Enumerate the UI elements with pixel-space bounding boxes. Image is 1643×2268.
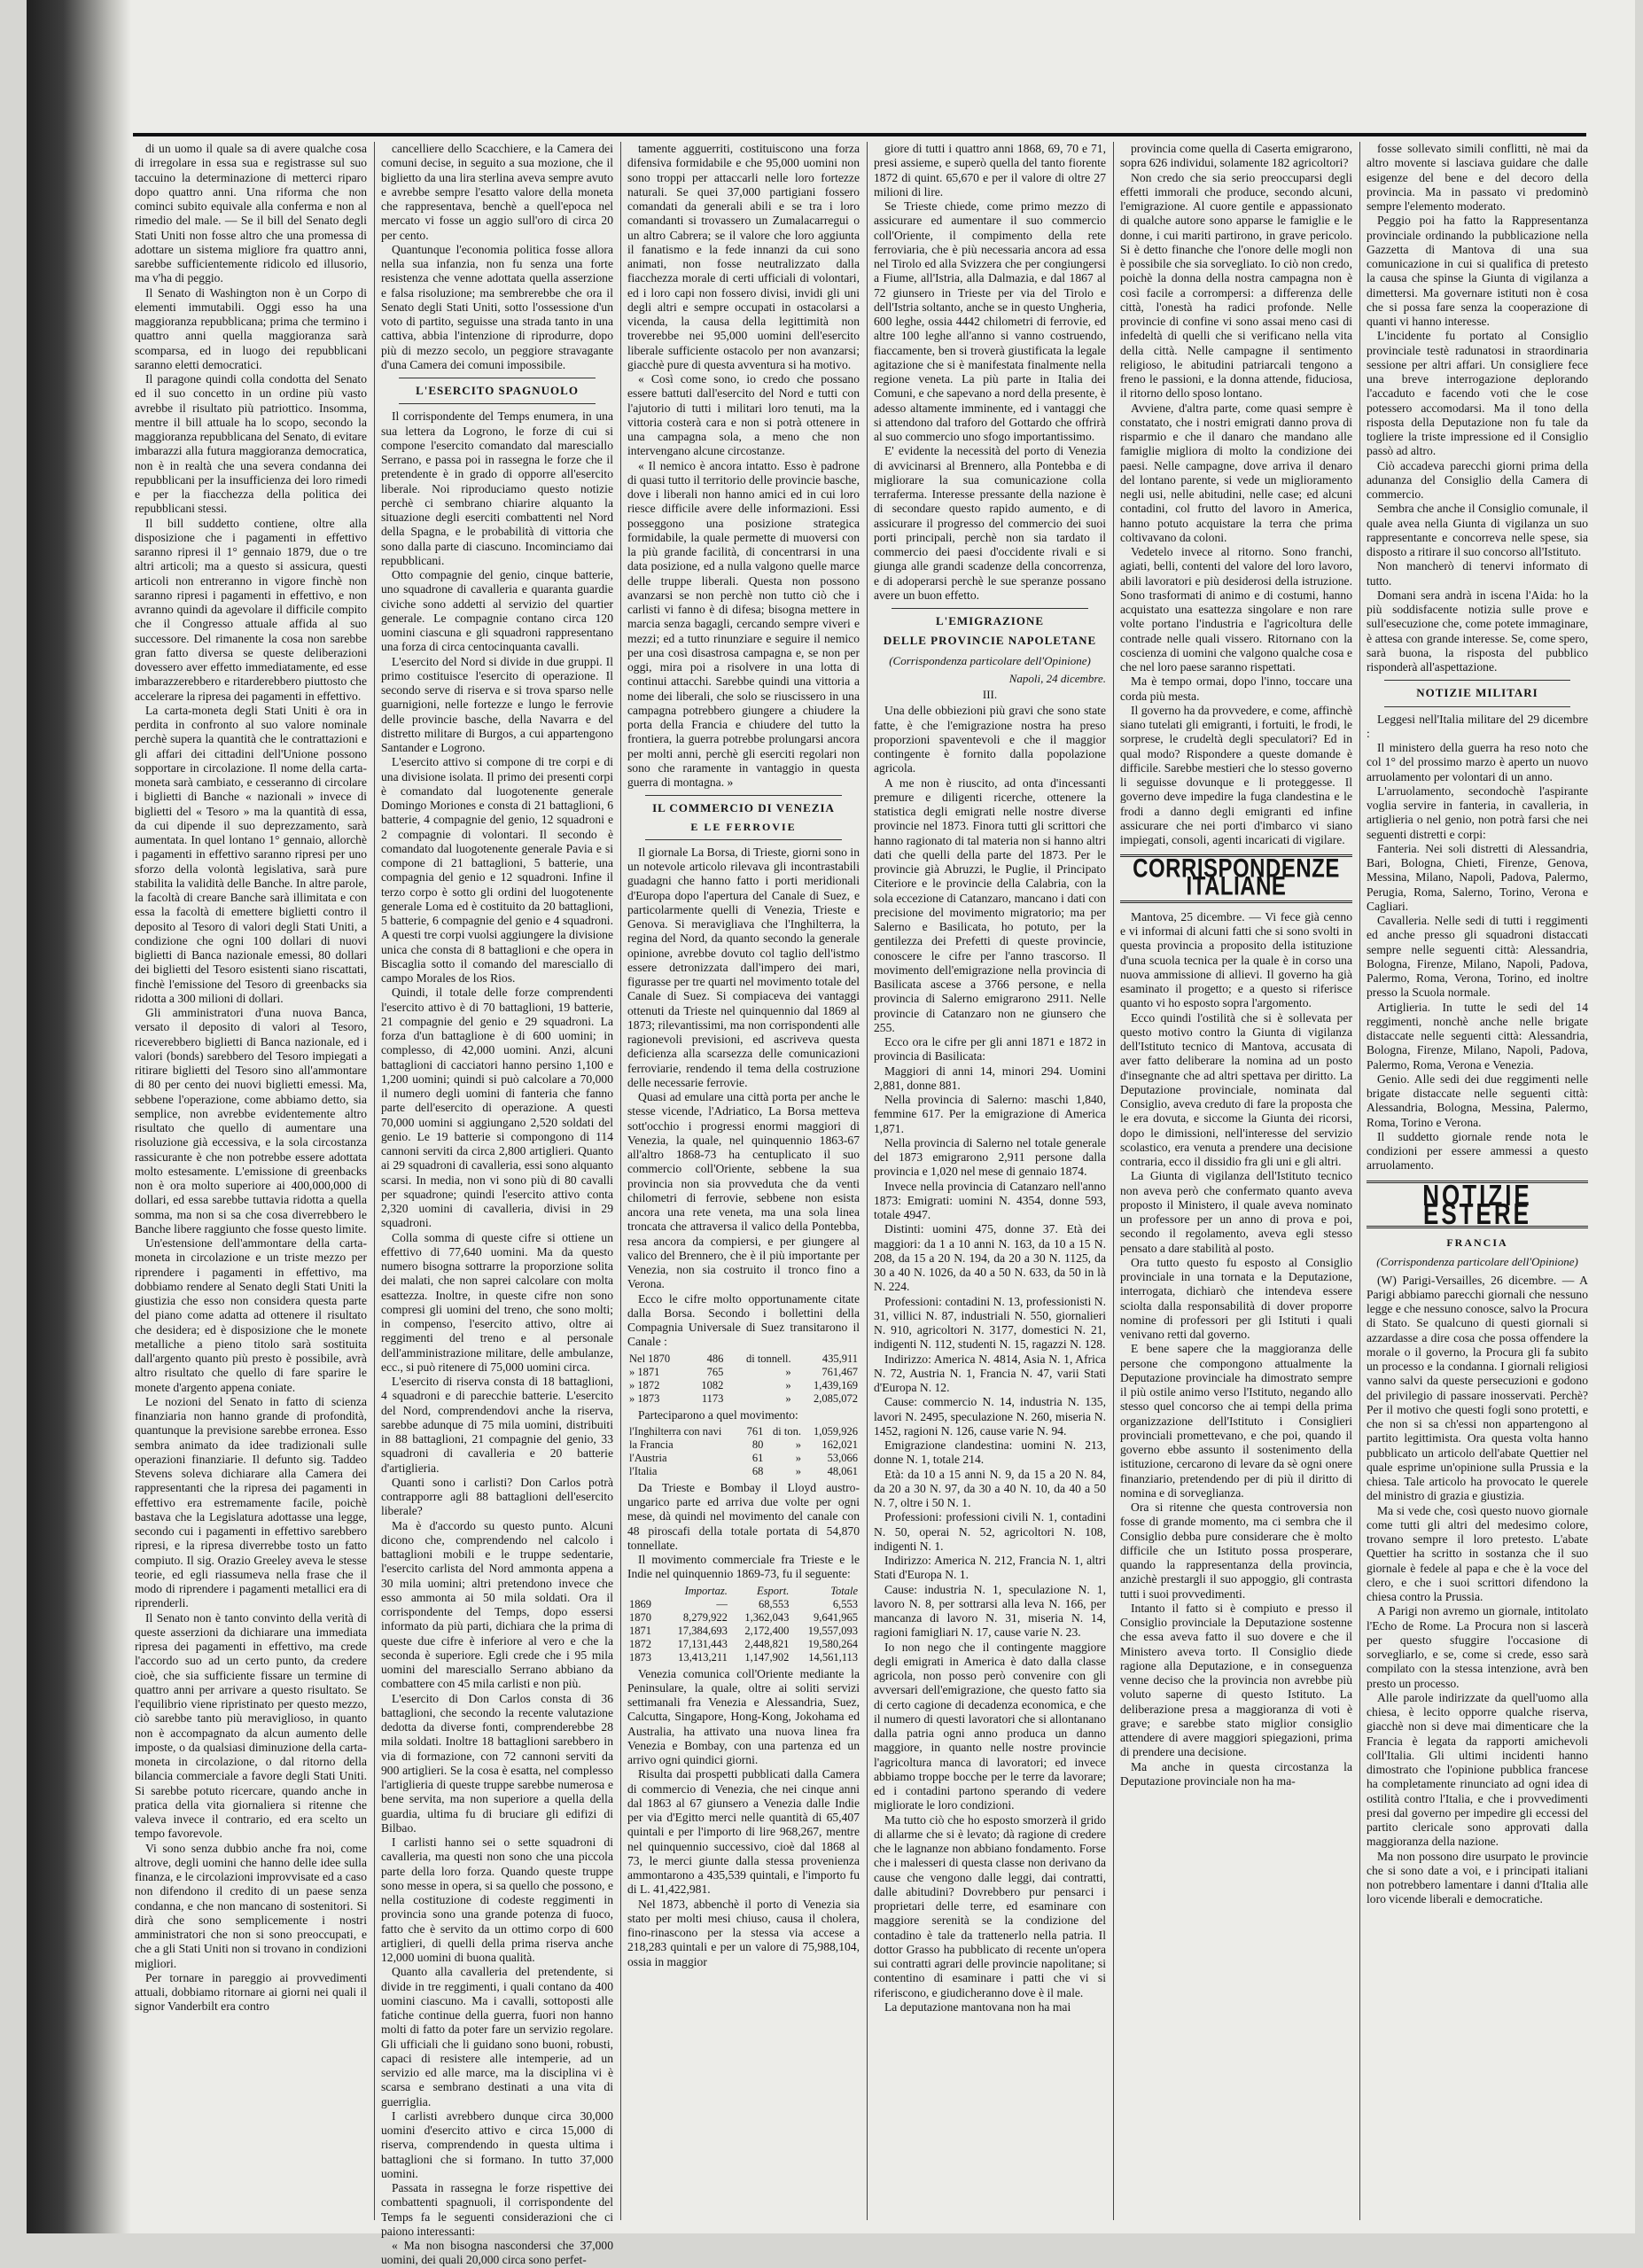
table-cell: 17,131,443 xyxy=(677,1637,728,1650)
paragraph: Il governo ha da provvedere, e come, affinchè siano tutelati gli emigranti, i fortuiti, le frodi, le sorprese, le crudeltà degli speculatori? Ed in qual modo? Rispondere a queste domande è difficile. Sarebbe mestieri che lo stesso governo li seguisse dovunque e li proteggesse. Il governo deve impedire la fuga clandestina e le frodi a danno degli emigranti ed infine assicurare che nei porti d'imbarco vi siano impiegati, consoli, agenti incaricati di vigilare. xyxy=(1120,703,1352,846)
paragraph: A Parigi non avremo un giornale, intitolato l'Echo de Rome. La Procura non si lascerà per questo sfuggire l'occasione di sorvegliarlo, e se, come si crede, esso sarà compilato con la stessa intenzione, avrà ben presto un processo. xyxy=(1367,1604,1588,1690)
table-cell: 19,580,264 xyxy=(807,1637,858,1650)
table-cell: 53,066 xyxy=(827,1451,858,1464)
paragraph: Nella provincia di Salerno nel totale generale del 1873 emigrarono 2,911 persone dalla provincia e 1,020 nel mese di gennaio 1874. xyxy=(874,1135,1106,1179)
table-cell: Nel 1870 xyxy=(629,1352,671,1365)
table-cell: 2,448,821 xyxy=(744,1637,790,1650)
paragraph: Avviene, d'altra parte, come quasi sempre è constatato, che i nostri emigrati danno prova di risparmio e che il danaro che mandano alle famiglie migliora di molto la condizione dei paesi. Nelle campagne, dove arriva il denaro del lontano parente, si vede un miglioramento negli usi, nelle abitudini, nelle case; ed alcuni contadini, col frutto del lavoro in America, hanno potuto acquistare la terra che prima coltivavano da coloni. xyxy=(1120,401,1352,544)
table-header-cell: Importaz. xyxy=(684,1584,728,1597)
paragraph: Ma non possono dire usurpato le provincie che si sono date a voi, e i principati italiani non potrebbero lamentare i danni d'Italia alle loro vicende liberali e democratiche. xyxy=(1367,1849,1588,1906)
paragraph: Quasi ad emulare una città porta per anche le stesse vicende, l'Adriatico, La Borsa metteva sott'occhio i progressi enormi maggiori di Venezia, la quale, nel quinquennio 1863-67 all'altro 1868-73 ha centuplicato il suo commercio coll'Oriente, sebbene la sua provincia non sia provveduta che da venti chilometri di ferrovie, sebbene non esista ancora una rete veneta, ma una sola linea troncata che attraversa il valico della Pontebba, resa ancora da compiersi, e per giungere al valico del Brennero, che è il più importante per Venezia, non sia costruito il tronco fino a Verona. xyxy=(627,1090,860,1291)
paragraph: Professioni: contadini N. 13, professionisti N. 31, villici N. 87, industriali N. 550, giornalieri N. 910, agricoltori N. 3177, domestici N. 21, indigenti N. 112, studenti N. 15, ragazzi N. 128. xyxy=(874,1294,1106,1352)
dateline: Napoli, 24 dicembre. xyxy=(1008,671,1106,685)
paragraph: Le nozioni del Senato in fatto di scienza finanziaria non hanno grande di profondità, quantunque la previsione sarebbe erronea. Esso sembra animato da idee tradizionali sulle operazioni finanziarie. Il defunto sig. Taddeo Stevens soleva dichiarare alla Camera dei rappresentanti che la ripresa dei pagamenti in effettivo era estremamente facile, poichè bastava che la Legislatura adottasse una legge, secondo cui i pagamenti in effettivo sarebbero ripresi, e la ripresa diverrebbe tosto un fatto compiuto. Il sig. Orazio Greeley aveva le stesse teorie, ed egli riassumeva nella frase che il modo di riprendere i pagamenti metallici era di riprenderli. xyxy=(135,1394,367,1610)
table-cell: la Francia xyxy=(629,1438,674,1451)
table-cell: » xyxy=(785,1378,791,1391)
column-3 xyxy=(627,142,860,2220)
table-cell: 6,553 xyxy=(832,1597,858,1610)
paragraph: Indirizzo: America N. 212, Francia N. 1, altri Stati d'Europa N. 1. xyxy=(874,1554,1106,1582)
table-header-cell xyxy=(627,1585,660,1598)
paragraph: Distinti: uomini 475, donne 37. Età dei maggiori: da 1 a 10 anni N. 163, da 10 a 15 N. 208, da 15 a 20 N. 194, da 20 a 30 N. 1125, da 30 a 40 N. 1026, da 40 a 50 N. 633, da 50 in là N. 224. xyxy=(874,1222,1106,1294)
paragraph: Fanteria. Nei soli distretti di Alessandria, Bari, Bologna, Chieti, Firenze, Genova, Messina, Milano, Napoli, Padova, Palermo, Perugia, Roma, Salerno, Torino, Verona e Cagliari. xyxy=(1367,841,1588,913)
table-cell: l'Austria xyxy=(629,1451,667,1464)
column-6 xyxy=(1367,142,1588,2220)
paragraph: Cause: industria N. 1, speculazione N. 1, lavoro N. 8, per sottrarsi alla leva N. 166, per mancanza di lavoro N. 31, miseria N. 14, ragioni famigliari N. 17, cause varie N. 23. xyxy=(874,1582,1106,1640)
table-row xyxy=(627,1651,860,1664)
table-cell: » xyxy=(785,1365,791,1378)
paragraph: Domani sera andrà in iscena l'Aida: ho la più soddisfacente notizia sulle prove e sull'esecuzione che, come potete immaginare, è attesa con grande interesse. Se, come spero, sarà buona, la risposta del pubblico risponderà all'aspettazione. xyxy=(1367,588,1588,674)
paragraph: Il Senato non è tanto convinto della verità di queste asserzioni da dichiarare una immediata ripresa dei pagamenti in effettivo, ma crede l'accordo suo ad un certo punto, da credere cioè, che sia sufficiente fissare un termine di quattro anni per arrivare a questo risultato. Se l'equilibrio viene ripristinato per questo mezzo, ciò sarebbe tanto più meraviglioso, in quanto non è accompagnato da alcun aumento delle imposte, o da qualsiasi diminuzione della carta-moneta in circolazione, o dal ritorno della bilancia commerciale a favore degli Stati Uniti. Si sarebbe potuto ricercare, quando anche in pratica della vita giornaliera si ritenne che valeva invece il contrario, ed era scelto un tempo favorevole. xyxy=(135,1610,367,1841)
table-cell: 9,641,965 xyxy=(814,1610,858,1624)
paragraph: Da Trieste e Bombay il Lloyd austro-ungarico parte ed arriva due volte per ogni mese, dà quindi nel movimento del canale con 48 piroscafi della totale portata di 54,870 tonnellate. xyxy=(627,1480,860,1552)
paragraph: Il movimento commerciale fra Trieste e le Indie nel quinquennio 1869-73, fu il seguente: xyxy=(627,1553,860,1581)
section-subheading: E LE FERROVIE xyxy=(690,820,797,833)
table-cell: 68 xyxy=(751,1464,764,1477)
paragraph: Otto compagnie del genio, cinque batterie, uno squadrone di cavalleria e quaranta guardie civiche sono addetti al servizio del quartier generale. Le compagnie contano circa 120 uomini ciascuna e gli squadroni rappresentano una forza di circa centocinquanta cavalli. xyxy=(381,568,613,654)
table-cell: » 1872 xyxy=(629,1378,660,1391)
paragraph: Quindi, il totale delle forze comprendenti l'esercito attivo è di 70 battaglioni, 19 batterie, 21 compagnie del genio e 29 squadroni. La forza d'un battaglione è di 600 uomini; in complesso, di 42,000 uomini. Anzi, alcuni battaglioni di cacciatori hanno persino 1,100 e 1,200 uomini; quindi si può calcolare a 70,000 il numero degli uomini di fanteria che fanno parte dell'esercito di operazione. A questi 70,000 uomini si aggiungano 2,520 soldati del genio. Le 19 batterie si compongono di 114 cannoni serviti da circa 2,800 artiglieri. Quanto ai 29 squadroni di cavalleria, essi sono alquanto scarsi. In media, non vi sono più di 80 cavalli per squadrone; quindi l'esercito attivo conta 2,320 uomini di cavalleria, divisi in 29 squadroni. xyxy=(381,986,613,1230)
text-columns xyxy=(135,142,1588,2267)
table-cell: di tonnell. xyxy=(745,1352,791,1365)
table-cell: 1,147,902 xyxy=(744,1650,790,1664)
paragraph: « Ma non bisogna nascondersi che 37,000 uomini, dei quali 20,000 circa sono perfet- xyxy=(381,2239,613,2267)
table-cell: 761,467 xyxy=(822,1365,858,1378)
section-heading: IL COMMERCIO DI VENEZIA xyxy=(652,801,835,815)
table-cell: 1,362,043 xyxy=(744,1610,790,1624)
part-number: III. xyxy=(982,688,998,701)
paragraph: Un'estensione dell'ammontare della carta-moneta in circolazione e un triste mezzo per riprendere i pagamenti in effettivo, ma dobbiamo rendere al Senato degli Stati Uniti la giustizia che esso non considera questa parte del piano come adatta ad ottenere il risultato che desidera; ed è disposizione che le monete metalliche a pieno titolo sarà sostituita dall'argento quanto più presto è possibile, avrà altro risultato che quello di fare sparire le monete d'argento appena coniate. xyxy=(135,1236,367,1394)
table-cell: » xyxy=(785,1391,791,1405)
paragraph: Ora si ritenne che questa controversia non fosse di grande momento, ma ci sembra che il Consiglio debba pure considerare che è molto difficile che un Istituto possa prosperare, quando la rappresentanza della provincia, anzichè prestargli il suo appoggio, gli contrasta tutti i suoi provvedimenti. xyxy=(1120,1500,1352,1601)
table-cell: 1,059,926 xyxy=(814,1424,858,1438)
paragraph: Cavalleria. Nelle sedi di tutti i reggimenti ed anche presso gli squadroni distaccati sempre nelle seguenti città: Alessandria, Bologna, Firenze, Milano, Napoli, Padova, Palermo, Roma, Verona, Torino, ed inoltre presso la Scuola normale. xyxy=(1367,914,1588,1000)
paragraph: Sembra che anche il Consiglio comunale, il quale avea nella Giunta di vigilanza un suo rappresentante e concorreva nelle spese, sia disposto a ritirare il suo concorso all'Istituto. xyxy=(1367,502,1588,558)
paragraph: Professioni: professioni civili N. 1, contadini N. 50, operai N. 52, agricoltori N. 108, indigenti N. 1. xyxy=(874,1510,1106,1553)
paragraph: Ecco ora le cifre per gli anni 1871 e 1872 in provincia di Basilicata: xyxy=(874,1035,1106,1064)
scan-binding-edge xyxy=(27,0,131,2233)
table-cell: 765 xyxy=(706,1365,724,1378)
section-rule xyxy=(1384,680,1570,681)
table-cell: 68,553 xyxy=(759,1597,790,1610)
column-5 xyxy=(1120,142,1352,2220)
correspondence-note: (Corrispondenza particolare dell'Opinione) xyxy=(1376,1255,1578,1269)
paragraph: I carlisti hanno sei o sette squadroni di cavalleria, ma questi non sono che una piccola parte della loro forza. Quando queste truppe sono messe in opera, si sa quello che possono, e nella costituzione di codeste reggimenti in provincia sono una grande potenza di fuoco, fatto che è servito da un ottimo corpo di 600 artiglieri, di quelli della prima riserva anche 12,000 uomini di buona qualità. xyxy=(381,1835,613,1964)
paragraph: Se Trieste chiede, come primo mezzo di assicurare ed aumentare il suo commercio coll'Oriente, il compimento della rete ferroviaria, che è più necessaria ancora ad essa nel Tirolo ed alla Svizzera che per congiungersi a Fiume, all'Istria, alla Dalmazia, e dal 1867 al 72 giunsero in Trieste per via del Tirolo e dell'Istria soltanto, anche se in questo Ungheria, 600 leghe, ossia 4442 chilometri di ferrovie, ed altre 100 leghe all'anno si vanno costruendo, fiaccamente, ben si troverà giustificata la legale agitazione che si è manifestata finalmente nella regione veneta. La più parte in Italia dei Comuni, e che sapevano a nord della presente, è adesso altamente imminente, ed i vantaggi che si attendono dal traforo del Gottardo che offrirà al suo commercio uno sfogo importantissimo. xyxy=(874,199,1106,443)
page-top-rule xyxy=(133,133,1586,136)
trade-figures-table xyxy=(627,1585,860,1664)
paragraph: L'esercito di Don Carlos consta di 36 battaglioni, che secondo la recente valutazione dedotta da diverse fonti, comprenderebbe 28 mila soldati. Inoltre 18 battaglioni sarebbero in via di formazione, con 72 cannoni serviti da 900 artiglieri. Se la cosa è esatta, nel complesso l'artiglieria di queste truppe sarebbe numerosa e bene servita, ma non superiore a quella della guardia, ultima fu di bruciare gli edifizi di Bilbao. xyxy=(381,1691,613,1835)
table-cell: 435,911 xyxy=(822,1352,858,1365)
table-cell: 13,413,211 xyxy=(678,1650,728,1664)
table-cell: 17,384,693 xyxy=(677,1624,728,1637)
table-cell: 2,172,400 xyxy=(744,1624,790,1637)
table-cell: 162,021 xyxy=(822,1438,858,1451)
paragraph: Parteciparono a quel movimento: xyxy=(638,1407,798,1422)
section-subheading: FRANCIA xyxy=(1446,1236,1508,1249)
table-cell: » xyxy=(795,1451,801,1464)
table-row xyxy=(627,1379,860,1392)
paragraph: di un uomo il quale sa di avere qualche cosa di irregolare in essa sua e registrasse sul suo taccuino la determinazione di metterci riparo dopo quattro anni. Una riforma che non cominci subito equivale alla conferma e non al rimedio del male. — Se il bill del Senato degli Stati Uniti non fosse altro che una promessa di adottare un sistema migliore fra quattro anni, sarebbe sufficientemente ridicolo ed illusorio, ma v'ha di peggio. xyxy=(135,142,367,285)
paragraph: (W) Parigi-Versailles, 26 dicembre. — A Parigi abbiamo parecchi giornali che nessuno legge e che nessuno conosce, salvo la Procura di Stato. Se qualcuno di questi giornali si azzardasse a dire cosa che possa offendere la morale o il governo, la Procura gli fa subito un processo e la condanna. I giornali religiosi vanno salvi da queste persecuzioni e godono del privilegio di passare inosservati. Perchè? Per il motivo che questi fogli sono protetti, e che non si sa ch'essi non appartengono al partito legittimista. Ora questa volta hanno pubblicato un articolo dell'abate Quettier nel quale esprime un'opinione sulla Prussia e la chiesa. Tale articolo ha provocato le querele del ministro di grazia e giustizia. xyxy=(1367,1273,1588,1503)
paragraph: L'arruolamento, secondochè l'aspirante voglia servire in fanteria, in cavalleria, in artiglieria o nel genio, non potrà farsi che nei seguenti distretti e corpi: xyxy=(1367,783,1588,841)
table-header-cell: Totale xyxy=(830,1584,858,1597)
section-rule xyxy=(399,403,596,404)
newspaper-page xyxy=(27,0,1635,2267)
table-cell: 19,557,093 xyxy=(807,1624,858,1637)
paragraph: Leggesi nell'Italia militare del 29 dicembre : xyxy=(1367,712,1588,740)
suez-transits-table xyxy=(627,1352,860,1406)
paragraph: provincia come quella di Caserta emigrarono, sopra 626 individui, solamente 182 agricoltori? xyxy=(1120,142,1352,170)
column-2 xyxy=(381,142,613,2267)
paragraph: Emigrazione clandestina: uomini N. 213, donne N. 1, totale 214. xyxy=(874,1438,1106,1467)
paragraph: L'esercito del Nord si divide in due gruppi. Il primo costituisce l'esercito di operazione. Il secondo serve di riserva e si trova sparso nelle guarnigioni, nelle fortezze e lungo le ferrovie delle provincie basche, della Navarra e del distretto militare di Burgos, a cui appartengono Santander e Logrono. xyxy=(381,654,613,754)
paragraph: Genio. Alle sedi dei due reggimenti nelle brigate distaccate nelle seguenti città: Alessandria, Bologna, Messina, Palermo, Roma, Torino e Verona. xyxy=(1367,1072,1588,1129)
table-row xyxy=(627,1598,860,1611)
table-cell: l'Italia xyxy=(629,1464,658,1477)
paragraph: Risulta dai prospetti pubblicati dalla Camera di commercio di Venezia, che nei cinque anni dal 1863 al 67 giunsero a Venezia dalle Indie per via d'Egitto merci nelle quantità di 65,407 quintali e per l'importo di lire 968,267, mentre nel quinquennio successivo, cioè dal 1868 al 73, le merci giunte dalla stessa provenienza ammontarono a 435,539 quintali, e l'importo fu di L. 41,422,981. xyxy=(627,1767,860,1897)
column-divider xyxy=(620,142,621,2220)
paragraph: Gli amministratori d'una nuova Banca, versato il deposito di valori al Tesoro, riceverebbero biglietti di Banca nazionale, ed i valori (bonds) sarebbero del Tesoro impiegati a ritirare biglietti del Tesoro sino all'ammontare di 80 per cento dei nuovi biglietti emessi. Ma, sebbene l'operazione, come abbiamo detto, sia semplice, non avrebbe evidentemente altro risultato che quello di aumentare una risoluzione già eccessiva, e la sola circostanza rassicurante è che non potrebbe essere adottata molto estesamente. L'emissione di greenbacks non è ora molto superiore ai 400,000,000 di dollari, ed essa sarebbe tuttavia ridotta a quella somma, ma non si sa che cosa diverrebbero le Banche libere raggiunto che fosse questo limite. xyxy=(135,1006,367,1235)
paragraph: Alle parole indirizzate da quell'uomo alla chiesa, è lecito opporre qualche riserva, giacchè non si deve mai dimenticare che la Francia è legata da rapporti amichevoli coll'Italia. Gli ultimi incidenti hanno dimostrato che l'opinione pubblica francese ha completamente rinunciato ad ogni idea di ostilità contro l'Italia, e che i provvedimenti presi dal governo per impedire gli eccessi del partito clericale sono approvati dalla maggioranza della nazione. xyxy=(1367,1690,1588,1849)
paragraph: Quanto alla cavalleria del pretendente, si divide in tre reggimenti, i quali contano da 400 uomini ciascuno. Ma i cavalli, sottoposti alle fatiche continue della guerra, fuori non hanno molti di fatto da poter fare un servizio regolare. Gli ufficiali che li guidano sono buoni, robusti, capaci di resistere alle intemperie, ad un servizio ed alle marce, ma la disciplina vi è scarsa e sembrano destinati a una vita di guerriglia. xyxy=(381,1965,613,2108)
table-cell: 48,061 xyxy=(827,1464,858,1477)
paragraph: E' evidente la necessità del porto di Venezia di avvicinarsi al Brennero, alla Pontebba e di migliorare la sua comunicazione colla terraferma. Interesse pressante della nazione è di secondare questo rapido aumento, e di assicurare il progresso del commercio dei suoi porti principali, perchè non sia tardato il commercio dei paesi d'occidente rivali e si giunga alle grandi scadenze della concorrenza, e di adoperarsi perchè le sue speranze possano avere un buon effetto. xyxy=(874,444,1106,602)
table-cell: 1,439,169 xyxy=(814,1378,858,1391)
paragraph: Ciò accadeva parecchi giorni prima della adunanza del Consiglio della Camera di commercio. xyxy=(1367,458,1588,501)
table-cell: di ton. xyxy=(773,1424,801,1438)
paragraph: Età: da 10 a 15 anni N. 9, da 15 a 20 N. 84, da 20 a 30 N. 97, da 30 a 40 N. 10, da 40 a 50 N. 7, oltre i 50 N. 1. xyxy=(874,1467,1106,1509)
paragraph: Ecco le cifre molto opportunamente citate dalla Borsa. Secondo i bollettini della Compagnia Universale di Suez transitarono il Canale : xyxy=(627,1291,860,1349)
table-cell: » xyxy=(795,1438,801,1451)
paragraph: Il Senato di Washington non è un Corpo di elementi immutabili. Oggi esso ha una maggioranza repubblicana; prima che termino i quattro anni quella maggioranza sarà scomparsa, ed in luogo dei repubblicani saranno eletti democratici. xyxy=(135,285,367,371)
section-rule xyxy=(645,839,842,840)
paragraph: I carlisti avrebbero dunque circa 30,000 uomini d'esercito attivo e circa 15,000 di riserva, comprendendo in questa ultima i battaglioni che si formano. In tutto 37,000 uomini. xyxy=(381,2108,613,2180)
paragraph: Il corrispondente del Temps enumera, in una sua lettera da Logrono, le forze di cui si compone l'esercito comandato dal maresciallo Serrano, e passa poi in rassegna le forze che il pretendente è in grado di opporre all'esercito liberale. Noi riproduciamo questo notizie perchè ci sembrano chiarire alquanto la situazione degli eserciti combattenti nel Nord della Spagna, e le probabilità di vittoria che sono dalla parte di ciascuno. Incominciamo dai repubblicani. xyxy=(381,409,613,567)
column-divider xyxy=(374,142,375,2220)
table-cell: 761 xyxy=(746,1424,764,1438)
paragraph: Io non nego che il contingente maggiore degli emigrati in America è dato dalla classe agricola, non posso però convenire con gli avversari dell'emigrazione, che questo fatto sia di certo cagione di decadenza economica, e che il numero di questi lavoratori che si allontanano dalla patria ogni anno produca un danno maggiore, in quanto nelle nostre provincie l'agricoltura manca di lavoratori; ed invece abbiamo troppe bocche per le terre da lavorare; ed i contadini partono sperando di vedere migliorate le loro condizioni. xyxy=(874,1640,1106,1812)
table-row xyxy=(627,1352,860,1366)
paragraph: L'incidente fu portato al Consiglio provinciale testè radunatosi in straordinaria sessione per altri affari. Un consigliere fece una breve interrogazione deplorando l'accaduto e facendo voti che le cose potessero accomodarsi. Ma il tono della risposta della Deputazione non fu tale da togliere la triste impressione ed il Consiglio passò ad altro. xyxy=(1367,329,1588,458)
paragraph: Ma è d'accordo su questo punto. Alcuni dicono che, comprendendo nel calcolo i battaglioni mobili e le truppe sedentarie, l'esercito carlista del Nord ammonta appena a 30 mila uomini; altri pretendono invece che esso ammonta ai 50 mila soldati. Ora il corrispondente del Temps, dopo essersi informato da più parti, dichiara che la prima di queste due cifre è inferiore al vero e che la seconda è superiore. Egli crede che i 95 mila uomini del maresciallo Serrano abbiano da combattere con 45 mila carlisti e non più. xyxy=(381,1518,613,1691)
column-divider xyxy=(1359,142,1360,2220)
paragraph: Ma si vede che, così questo nuovo giornale come tutti gli altri del medesimo colore, trovano sempre il loro pretesto. L'abate Quettier ha scritto in sostanza che il suo giornale è fedele al papa e che è la voce del clero, e che i suoi scrittori difendono la chiesa contro la Prussia. xyxy=(1367,1503,1588,1603)
paragraph: Quantunque l'economia politica fosse allora nella sua infanzia, non fu senza una forte resistenza che venne adottata quella asserzione e falsa risoluzione; ma sembrerebbe che ora il Senato degli Stati Uniti, sotto l'ossessione d'un voto di partito, seguisse una strada tanto in una cattiva, abbia l'intenzione di riprodurre, dopo più di mezzo secolo, un peggiore stravagante d'una Camera dei comuni impossibile. xyxy=(381,242,613,371)
paragraph: L'esercito di riserva consta di 18 battaglioni, 4 squadroni e di parecchie batterie. L'esercito del Nord, comprendendovi anche la riserva, sarebbe adunque di 75 mila uomini, distribuiti in 88 battaglioni, 21 compagnie del genio, 33 squadroni di cavalleria e 20 batterie d'artiglieria. xyxy=(381,1375,613,1475)
table-row xyxy=(627,1392,860,1406)
table-cell: 1869 xyxy=(629,1597,651,1610)
table-cell: 8,279,922 xyxy=(682,1610,728,1624)
paragraph: Artiglieria. In tutte le sedi del 14 reggimenti, nonchè anche nelle brigate distaccate nelle seguenti città: Alessandria, Bologna, Firenze, Milano, Napoli, Padova, Palermo, Roma, Verona e Venezia. xyxy=(1367,1000,1588,1072)
table-row xyxy=(627,1425,860,1438)
table-cell: » xyxy=(795,1464,801,1477)
paragraph: giore di tutti i quattro anni 1868, 69, 70 e 71, presi assieme, e superò quella del tanto fiorente 1872 di quint. 65,670 e per il valore di oltre 27 milioni di lire. xyxy=(874,142,1106,199)
paragraph: tamente agguerriti, costituiscono una forza difensiva formidabile e che 95,000 uomini non sono troppi per attaccarli nelle loro fortezze naturali. Se quei 37,000 partigiani fossero comandati da generali abili e se tra i loro comandanti si trovassero un Zumalacarregui o un altro Cabrera; se il valore che loro aggiunta il fanatismo e la fede innanzi da cui sono animati, non fosse neutralizzato dalla fiacchezza morale di certi ufficiali di volontari, ed i loro capi non fossero divisi, invidi gli uni degli altri e sempre occupati in ostacolarsi a vicenda, la causa della legittimità non troverebbe nei 95,000 uomini dell'esercito liberale sufficiente ostacolo per non avanzarsi; giacchè pure di questa avventura si ha motivo. xyxy=(627,142,860,371)
paragraph: Maggiori di anni 14, minori 294. Uomini 2,881, donne 881. xyxy=(874,1064,1106,1092)
paragraph: E bene sapere che la maggioranza delle persone che compongono attualmente la Deputazione provinciale ha dimostrato sempre il più ostile animo verso l'Istituto, negando allo stesso quel concorso che ai tempi della prima organizzazione dell'Istituto i Consiglieri provinciali promettevano, e che poi, quando il governo ebbe assunto il sostenimento della istituzione, cercarono di levare da sè ogni onere finanziario, pretendendo per di più il diritto di nomina e di sorveglianza. xyxy=(1120,1342,1352,1500)
table-cell: 1872 xyxy=(629,1637,651,1650)
paragraph: Nella provincia di Salerno: maschi 1,840, femmine 617. Per la emigrazione di America 1,871. xyxy=(874,1093,1106,1135)
table-row xyxy=(627,1452,860,1465)
section-rule xyxy=(645,795,842,796)
paragraph: Vi sono senza dubbio anche fra noi, come altrove, degli uomini che hanno delle idee sulla finanza, e le circolazioni improvvisate ed a caso non difendono il credito di un paese senza condanna, e che non mancano di sostenitori. Si dirà che sono semplicemente i nostri amministratori che non si sono preoccupati, e che a gli Stati Uniti non si trovano in condizioni migliori. xyxy=(135,1841,367,1970)
flag-participation-table xyxy=(627,1425,860,1478)
paragraph: Quanti sono i carlisti? Don Carlos potrà contrapporre agli 88 battaglioni dell'esercito liberale? xyxy=(381,1475,613,1518)
table-cell: » 1871 xyxy=(629,1365,660,1378)
paragraph: Una delle obbiezioni più gravi che sono state fatte, è che l'emigrazione nostra ha preso proporzioni spaventevoli e che il maggior contingente è fornito dalla popolazione agricola. xyxy=(874,704,1106,775)
table-row xyxy=(627,1611,860,1625)
paragraph: cancelliere dello Scacchiere, e la Camera dei comuni decise, in seguito a sua mozione, che il biglietto da una lira sterlina aveva sempre avuto e avrebbe sempre l'esatto valore della moneta che rappresentava, benchè a quell'epoca nel mercato vi fosse un aggio sull'oro di circa 20 per cento. xyxy=(381,142,613,242)
paragraph: Cause: commercio N. 14, industria N. 135, lavori N. 2495, speculazione N. 260, miseria N. 1452, ragioni N. 126, cause varie N. 94. xyxy=(874,1395,1106,1438)
table-cell: — xyxy=(716,1597,728,1610)
paragraph: Il paragone quindi colla condotta del Senato ed il suo concetto in un ordine più vasto avrebbe il risultato più patriottico. Insomma, mentre il bill attuale ha lo scopo, secondo la maggioranza repubblicana del Senato, di evitare imbarazzi alla futura maggioranza democratica, non è in realtà che una severa condanna dei repubblicani per la insufficienza dei loro rimedi e per la fiacchezza della politica dei repubblicani stessi. xyxy=(135,372,367,516)
table-cell: 1871 xyxy=(629,1624,651,1637)
paragraph: Ecco quindi l'ostilità che si è sollevata per questo motivo contro la Giunta di vigilanza dell'Istituto tecnico di Mantova, accusata di aver fatto deliberare la nomina ad un posto d'insegnante che ad altri spettava per diritto. La Deputazione provinciale, nominata dal Consiglio, aveva creduto di fare la proposta che le era dovuta, e siccome la Giunta dei ricorsi, dopo le dimissioni, nell'interesse del servizio scolastico, era venuta a prendere una decisione contraria, ecco il dissidio fra gli uni e gli altri. xyxy=(1120,1010,1352,1168)
section-rule xyxy=(892,608,1088,609)
table-cell: 1873 xyxy=(629,1650,651,1664)
table-cell: 486 xyxy=(706,1352,724,1365)
table-cell: 1173 xyxy=(701,1391,724,1405)
paragraph: Ora tutto questo fu esposto al Consiglio provinciale in una tornata e la Deputazione, interrogata, dichiarò che intendeva essere sciolta dalla responsabilità di dover proporre nomine di professori per gli Istituti i quali venivano retti dal governo. xyxy=(1120,1255,1352,1341)
paragraph: La carta-moneta degli Stati Uniti è ora in perdita in confronto al suo valore nominale perchè supera la quantità che le contrattazioni e gli affari dei cittadini dell'Unione possono sopportare in circolazione. Il nome della carta-moneta sarà cambiato, e cesseranno di circolare i biglietti di Banche « nazionali » invece di biglietti del « Tesoro » ma la quantità di essa, da cui dipende il suo deprezzamento, sarà aumentata. In quel lontano 1° gennaio, allorchè i pagamenti in effettivo saranno ripresi per uno sforzo della volontà legislativa, sarà pure stabilita la validità delle Banche. In altre parole, la facoltà di creare Banche sarà illimitata e con essa la facoltà di emettere biglietti contro il deposito al Tesoro di valori degli Stati Uniti, a condizione che ogni 100 dollari di nuovi biglietti di Banca nazionale emessi, 80 dollari dei biglietti del Tesoro esistenti siano riscattati, finchè l'emissione del Tesoro di greenbacks sia ridotta a 300 milioni di dollari. xyxy=(135,703,367,1005)
paragraph: Venezia comunica coll'Oriente mediante la Peninsulare, la quale, oltre ai soliti servizi settimanali fra Venezia e Alessandria, Suez, Calcutta, Singapore, Hong-Kong, Jokohama ed Australia, ha attivato una nuova linea fra Venezia e Bombay, con una partenza ed un arrivo ogni quindici giorni. xyxy=(627,1666,860,1766)
table-row xyxy=(627,1625,860,1638)
paragraph: « Così come sono, io credo che possano essere battuti dall'esercito del Nord e tutti con l'ajutorio di tutti i militari loro tenuti, ma la vittoria costerà cara e non si potrà ottenere in una campagna sola, a meno che non intervengano alcune circostanze. xyxy=(627,372,860,458)
table-cell: 1870 xyxy=(629,1610,651,1624)
table-row xyxy=(627,1638,860,1651)
paragraph: fosse sollevato simili conflitti, nè mai da altro movente si lasciava guidare che dalle esigenze del bene e del decoro della provincia. Ma in passato vi predominò sempre l'elemento moderato. xyxy=(1367,142,1588,213)
paragraph: Il suddetto giornale rende nota le condizioni per essere ammessi a questo arruolamento. xyxy=(1367,1129,1588,1173)
table-cell: 14,561,113 xyxy=(808,1650,858,1664)
table-cell: » 1873 xyxy=(629,1391,660,1405)
paragraph: Ma anche in questa circostanza la Deputazione provinciale non ha ma- xyxy=(1120,1759,1352,1788)
paragraph: Nel 1873, abbenchè il porto di Venezia sia stato per molti mesi chiuso, causa il cholera, fino-rinascono per la stessa via accese a 218,283 quintali e per un valore di 75,988,104, ossia in maggior xyxy=(627,1897,860,1968)
paragraph: L'esercito attivo si compone di tre corpi e di una divisione isolata. Il primo dei presenti corpi è comandato dal luogotenente generale Domingo Moriones e consta di 21 battaglioni, 6 batterie, 4 compagnie del genio, 12 squadroni e 2 compagnie di volontari. Il secondo è comandato dal luogotenente generale Pavia e si compone di 21 battaglioni, 5 batterie, una compagnia del genio e 12 squadroni. Infine il terzo corpo è sotto gli ordini del luogotenente generale Loma ed è costituito da 20 battaglioni, 5 batterie, 6 compagnie del genio e 4 squadroni. A questi tre corpi vuolsi aggiungere la divisione unica che consta di 8 battaglioni e che opera in Biscaglia sotto il comando del maresciallo di campo Morales de los Rios. xyxy=(381,755,613,985)
paragraph: Passata in rassegna le forze rispettive dei combattenti spagnuoli, il corrispondente del Temps fa le seguenti considerazioni che ci paiono interessanti: xyxy=(381,2181,613,2238)
section-rule xyxy=(1384,706,1570,707)
table-header-cell: Esport. xyxy=(756,1584,790,1597)
table-cell: 80 xyxy=(751,1438,764,1451)
table-row xyxy=(627,1366,860,1379)
section-banner: CORRISPONDENZE ITALIANE xyxy=(1133,853,1340,902)
column-divider xyxy=(1113,142,1114,2220)
paragraph: Per tornare in pareggio ai provvedimenti attuali, dobbiamo ritornare ai giorni nei quali il signor Vanderbilt era contro xyxy=(135,1970,367,2014)
paragraph: Mantova, 25 dicembre. — Vi fece già cenno e vi informai di alcuni fatti che si sono svolti in questa provincia a proposito della istituzione d'una scuola tecnica per la quale è in corso una nuova ammissione di allievi. Il governo ha già esaminato il progetto; e a questo si riferisce quanto vi ho esposto sopra l'argomento. xyxy=(1120,909,1352,1010)
table-header-row xyxy=(627,1585,860,1598)
section-heading: L'ESERCITO SPAGNUOLO xyxy=(416,384,579,397)
column-1 xyxy=(135,142,367,2220)
paragraph: Il bill suddetto contiene, oltre alla disposizione che i pagamenti in effettivo saranno ripresi il 1° gennaio 1879, due o tre altri articoli; ma a questo si assicura, questi articoli non entreranno in vigore finchè non saranno ripresi i pagamenti in effettivo, e non avranno quindi da agevolare il difficile compito che il Congresso attuale affida al suo successore. Del rimanente la cosa non sarebbe gran fatto diversa se queste deliberazioni dovessero aver effetto immediatamente, ed esse imbarazzerebbero e ritarderebbero piuttosto che accelerare la ripresa dei pagamenti in effettivo. xyxy=(135,516,367,703)
paragraph: Non mancherò di tenervi informato di tutto. xyxy=(1367,559,1588,588)
column-divider xyxy=(867,142,868,2220)
column-4 xyxy=(874,142,1106,2220)
paragraph: Vedetelo invece al ritorno. Sono franchi, agiati, belli, contenti del valore del loro lavoro, abili lavoratori e più desiderosi della istruzione. Sono trasformati di animo e di costumi, hanno acquistato una esattezza singolare e non rare volte portano l'industria e l'agricoltura delle contrade nelle quali vissero. Ritornano con la coscienza di uomini che valgono qualche cosa e che nel loro paese saranno rispettati. xyxy=(1120,545,1352,674)
section-banner: NOTIZIE ESTERE xyxy=(1422,1177,1532,1231)
table-cell: 61 xyxy=(751,1451,764,1464)
section-heading: NOTIZIE MILITARI xyxy=(1416,686,1538,700)
section-heading: L'EMIGRAZIONE xyxy=(935,614,1045,627)
paragraph: « Il nemico è ancora intatto. Esso è padrone di quasi tutto il territorio delle provincie basche, dove i liberali non hanno amici ed in cui loro riesce difficile avere delle informazioni. Essi posseggono una posizione strategica formidabile, la quale permette di muoversi con la più grande facilità, di concentrarsi in una data posizione, ed a nulla valgono quelle marce delle truppe liberali. Questa non possono avanzarsi se non perchè non tutto ciò che i carlisti vi fanno è di difesa; bisogna mettere in marcia senza bagagli, cercando sempre viveri e mezzi; ed a tutto rinunziare e seguire il nemico per una così disastrosa campagna e, se non per oggi, mira poi a risolvere in una lotta di continui attacchi. Sarebbe quindi una vittoria a nome dei liberali, che solo se riuscissero in una campagna potrebbero giungere a chiudere la porta della Francia e chiudere del tutto la frontiera, la guerra potrebbe prolungarsi ancora per molti anni, perchè gli eserciti regolari non sono che raramente in vantaggio in questa guerra di montagna. » xyxy=(627,458,860,789)
paragraph: Il giornale La Borsa, di Trieste, giorni sono in un notevole articolo rilevava gli incontrastabili guadagni che hanno fatto i porti meridionali d'Europa dopo l'apertura del Canale di Suez, e particolarmente quelli di Venezia, Trieste e Genova. Si meravigliava che l'Inghilterra, la regina del Nord, da quanto secondo la generale opinione, avrebbe dovuto col taglio dell'istmo essere detronizzata dall'impero dei mari, figurasse per tre quarti nel movimento totale del Canale di Suez. Si compiaceva dei vantaggi ottenuti da Trieste nel quinquennio dal 1869 al 1873; rilevantissimi, ma non corrispondenti alle ragionevoli previsioni, ed ascriveva questa deficienza alla scarsezza delle comunicazioni ferroviarie, rendendo il tema della costruzione delle necessarie ferrovie. xyxy=(627,845,860,1089)
paragraph: A me non è riuscito, ad onta d'incessanti premure e diligenti ricerche, ottenere la statistica degli emigrati nelle nostre diverse provincie nel 1873. Finora tutti gli scrittori che hanno ragionato di tal materia non si hanno altri dati che quelli della parte del 1873. Per le provincie già Abruzzi, le Puglie, il Principato Citeriore e le provincie della Calabria, con la sola eccezione di Catanzaro, mancano i dati con precisione del movimento migratorio; ma per Salerno e Basilicata, ho potuto, per la gentilezza dei Prefetti di queste provincie, conoscere le cifre per l'anno trascorso. Il movimento dell'emigrazione nella provincia di Basilicata ascese a 3766 persone, e nella provincia di Salerno emigrarono 2911. Nelle provincie di Catanzaro non ne giunsero che 255. xyxy=(874,775,1106,1034)
correspondence-note: (Corrispondenza particolare dell'Opinione) xyxy=(889,653,1091,667)
paragraph: La Giunta di vigilanza dell'Istituto tecnico non aveva però che confermato quanto aveva proposto il Ministero, il quale aveva nominato un professore per un anno di prova e poi, secondo il regolamento, aveva egli stesso pensato a dare stabilità al posto. xyxy=(1120,1169,1352,1255)
table-cell: 2,085,072 xyxy=(814,1391,858,1405)
table-cell: l'Inghilterra con navi xyxy=(629,1424,722,1438)
paragraph: Indirizzo: America N. 4814, Asia N. 1, Africa N. 72, Austria N. 1, Francia N. 47, varii Stati d'Europa N. 12. xyxy=(874,1352,1106,1394)
paragraph: Peggio poi ha fatto la Rappresentanza provinciale ordinando la pubblicazione nella Gazzetta di Mantova di una sua comunicazione in cui si qualifica di pretesto la causa che spinse la Giunta di vigilanza a dimettersi. Ma governare istituti non è cosa che si possa fare senza la cooperazione di quanti vi hanno interesse. xyxy=(1367,214,1588,328)
paragraph: Non credo che sia serio preoccuparsi degli effetti immorali che produce, secondo alcuni, l'emigrazione. Al cuore gentile e appassionato di qualche autore sono apparse le famiglie e le donne, i cui mariti partirono, in grave pericolo. Si è detto finanche che l'onore delle mogli non è possibile che sia sorvegliato. Io ciò non credo, poichè la donna della nostra campagna non è così facile a corrompersi: a differenza delle città, l'onestà ha radici profonde. Nelle provincie di confine vi sono assai meno casi di infedeltà di quelli che si verificano nella vita della città. Nelle campagne il sentimento religioso, le abitudini patriarcali tengono a freno le passioni, e la donna attende, fiduciosa, il ritorno dello sposo lontano. xyxy=(1120,170,1352,401)
paragraph: Colla somma di queste cifre si ottiene un effettivo di 77,640 uomini. Ma da questo numero bisogna sottrarre la proporzione solita dei malati, che non saprei calcolare con molta esattezza. Inoltre, in queste cifre non sono compresi gli uomini del treno, che sono molti; in compenso, l'esercito attivo, oltre ai reggimenti del treno e al personale dell'amministrazione militare, delle ambulanze, ecc., si può ritenere di 75,000 uomini circa. xyxy=(381,1230,613,1374)
table-row xyxy=(627,1438,860,1452)
paragraph: Ma è tempo ormai, dopo l'inno, toccare una corda più mesta. xyxy=(1120,674,1352,703)
table-cell: 1082 xyxy=(701,1378,724,1391)
table-row xyxy=(627,1465,860,1478)
paragraph: Il ministero della guerra ha reso noto che col 1° del prossimo marzo è aperto un nuovo arruolamento per volontari di un anno. xyxy=(1367,741,1588,783)
paragraph: La deputazione mantovana non ha mai xyxy=(884,1999,1071,2014)
paragraph: Ma tutto ciò che ho esposto smorzerà il grido di allarme che si è levato; dà ragione di credere che le lagnanze non abbiano fondamento. Forse che i malesseri di questa classe non derivano da cause che vengono dalle leggi, dai contratti, dalle abitudini? Dovrebbero pur pensarci i proprietari delle terre, ed esaminare con maggiore serenità se la condizione del contadino è tale da trattenerlo nella patria. Il dottor Grasso ha pubblicato di recente un'opera sui contratti agrari delle provincie napolitane; si contentino di esaminare i patti che vi si riferiscono, e giudicheranno dove è il male. xyxy=(874,1812,1106,1999)
paragraph: Intanto il fatto si è compiuto e presso il Consiglio provinciale la Deputazione sostenne che essa aveva fatto il suo dovere e che il Ministero aveva torto. Il Consiglio diede ragione alla Deputazione, e in conseguenza venne deciso che la provincia non avrebbe più voluto saperne di questo Istituto. La deliberazione presa a maggioranza di voti è grave; e sarebbe stato miglior consiglio attendere di avere maggiori spiegazioni, prima di prendere una decisione. xyxy=(1120,1601,1352,1759)
section-heading: DELLE PROVINCIE NAPOLETANE xyxy=(883,634,1097,648)
paragraph: Invece nella provincia di Catanzaro nell'anno 1873: Emigrati: uomini N. 4354, donne 593, totale 4947. xyxy=(874,1179,1106,1221)
